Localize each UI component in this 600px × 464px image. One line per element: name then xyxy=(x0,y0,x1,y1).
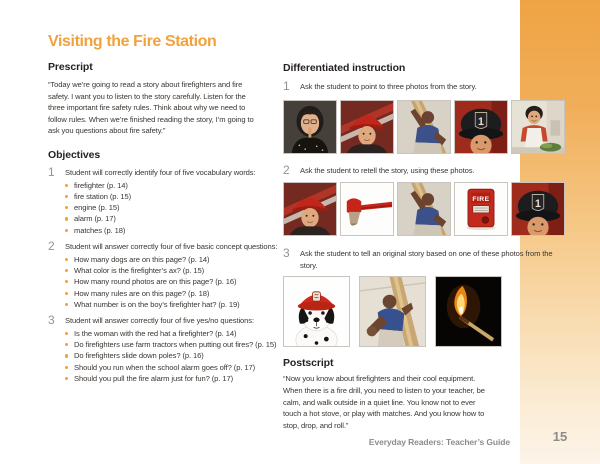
firefighter-illustration xyxy=(341,101,393,153)
step-number: 3 xyxy=(283,246,290,261)
firefighter-illustration xyxy=(284,183,336,235)
photo-boy-fire-helmet xyxy=(454,100,508,154)
objective-text: Student will answer correctly four of five yes/no questions: xyxy=(65,316,254,326)
bullet-item: firefighter (p. 14) xyxy=(65,180,286,191)
photo-dalmatian-fire-helmet xyxy=(283,276,350,347)
bullet-item: Should you run when the school alarm goes off? (p. 17) xyxy=(65,362,286,373)
step-number: 1 xyxy=(283,79,290,93)
photo-firefighter-red-helmet xyxy=(340,100,394,154)
bullet-item: Do firefighters slide down poles? (p. 16) xyxy=(65,350,286,361)
objective-bullet-list xyxy=(65,254,286,310)
step-text: Ask the student to point to three photos from the story. xyxy=(300,82,477,91)
prescript-line: ask you questions about fire safety.” xyxy=(48,126,166,136)
postscript-heading: Postscript xyxy=(283,357,334,370)
bullet-item: fire station (p. 15) xyxy=(65,191,286,202)
bullet-item: What number is on the boy’s firefighter hat? (p. 19) xyxy=(65,299,286,310)
fire-alarm-illustration xyxy=(455,183,507,235)
man-sliding-pole-illustration xyxy=(360,277,425,346)
bullet-item: engine (p. 15) xyxy=(65,202,286,213)
objectives-heading: Objectives xyxy=(48,148,101,161)
photo-firefighter-red-helmet xyxy=(283,182,337,236)
postscript-line: stop, drop, and roll.” xyxy=(283,420,349,430)
dalmatian-illustration xyxy=(284,277,349,346)
fire-alarm-label-text: FIRE xyxy=(472,196,490,204)
photo-row-3 xyxy=(283,276,566,347)
postscript-paragraph xyxy=(283,373,566,431)
footer-title: Everyday Readers: Teacher’s Guide xyxy=(368,437,510,447)
postscript-line: calm, and walk outside in a quiet line. You know not to ever xyxy=(283,397,476,407)
objective-number: 3 xyxy=(48,313,55,328)
objective-item-3 xyxy=(48,315,286,384)
photo-woman-shushing xyxy=(283,100,337,154)
differentiated-heading: Differentiated instruction xyxy=(283,62,406,74)
photo-red-fire-ax xyxy=(340,182,394,236)
man-climbing-illustration xyxy=(398,183,450,235)
objective-bullet-list xyxy=(65,180,286,236)
helmet-number-text: 1 xyxy=(535,198,541,211)
step-text: Ask the student to retell the story, using these photos. xyxy=(300,165,475,175)
prescript-line: safety. I want you to listen to the story carefully. Listen for the xyxy=(48,91,246,101)
left-column xyxy=(48,32,286,384)
objective-text: Student will answer correctly four of five basic concept questions: xyxy=(65,242,278,252)
woman-shushing-illustration xyxy=(284,101,336,153)
objective-item-1 xyxy=(48,164,286,236)
helmet-number-text: 1 xyxy=(478,115,484,128)
page-number: 15 xyxy=(552,429,568,444)
photo-burning-match xyxy=(435,276,502,347)
boy-fire-helmet-illustration xyxy=(455,101,507,153)
photo-row-2 xyxy=(283,182,566,236)
objective-bullet-list xyxy=(65,328,286,384)
step-number: 2 xyxy=(283,162,290,177)
photo-fire-alarm-box xyxy=(454,182,508,236)
bullet-item: How many rules are on this page? (p. 18) xyxy=(65,288,286,299)
photo-man-sliding-pole xyxy=(359,276,426,347)
burning-match-illustration xyxy=(436,277,501,346)
objective-number: 2 xyxy=(48,239,55,254)
photo-row-1 xyxy=(283,100,566,154)
bullet-item: How many dogs are on this page? (p. 14) xyxy=(65,254,286,265)
postscript-line: “Now you know about firefighters and their cool equipment. xyxy=(283,374,476,384)
prescript-line: “Today we’re going to read a story about firefighters and fire xyxy=(48,80,243,89)
prescript-line: follow rules. When we’re finished reading the story, I’m going to xyxy=(48,114,254,124)
boy-fire-helmet-illustration xyxy=(512,183,564,235)
photo-man-climbing xyxy=(397,100,451,154)
objective-item-2 xyxy=(48,241,286,310)
right-column xyxy=(283,62,566,431)
bullet-item: Is the woman with the red hat a firefighter? (p. 14) xyxy=(65,328,286,339)
bullet-item: alarm (p. 17) xyxy=(65,213,286,224)
prescript-line: three important fire safety rules. Think about why we need to xyxy=(48,103,246,113)
step-text: Ask the student to tell an original story based on one of these photos from the story. xyxy=(300,249,553,270)
photo-woman-cooking xyxy=(511,100,565,154)
photo-boy-fire-helmet xyxy=(511,182,565,236)
photo-man-climbing xyxy=(397,182,451,236)
objective-text: Student will correctly identify four of five vocabulary words: xyxy=(65,167,256,177)
bullet-item: What color is the firefighter’s ax? (p. 15) xyxy=(65,265,286,276)
step-1 xyxy=(283,81,566,93)
postscript-line: When there is a fire drill, you need to listen to your teacher, be xyxy=(283,385,485,395)
fire-ax-illustration xyxy=(341,183,393,235)
man-climbing-illustration xyxy=(398,101,450,153)
prescript-heading: Prescript xyxy=(48,61,93,73)
step-3 xyxy=(283,248,566,271)
objective-number: 1 xyxy=(48,164,55,179)
step-2 xyxy=(283,162,566,177)
postscript-line: touch a hot stove, or play with matches. And you know how to xyxy=(283,409,485,419)
bullet-item: Do firefighters use farm tractors when putting out fires? (p. 15) xyxy=(65,339,286,350)
bullet-item: How many round photos are on this page? (p. 16) xyxy=(65,276,286,287)
page-title: Visiting the Fire Station xyxy=(48,33,217,50)
woman-cooking-illustration xyxy=(512,101,564,153)
prescript-paragraph xyxy=(48,79,286,137)
bullet-item: Should you pull the fire alarm just for fun? (p. 17) xyxy=(65,373,286,384)
bullet-item: matches (p. 18) xyxy=(65,225,286,236)
